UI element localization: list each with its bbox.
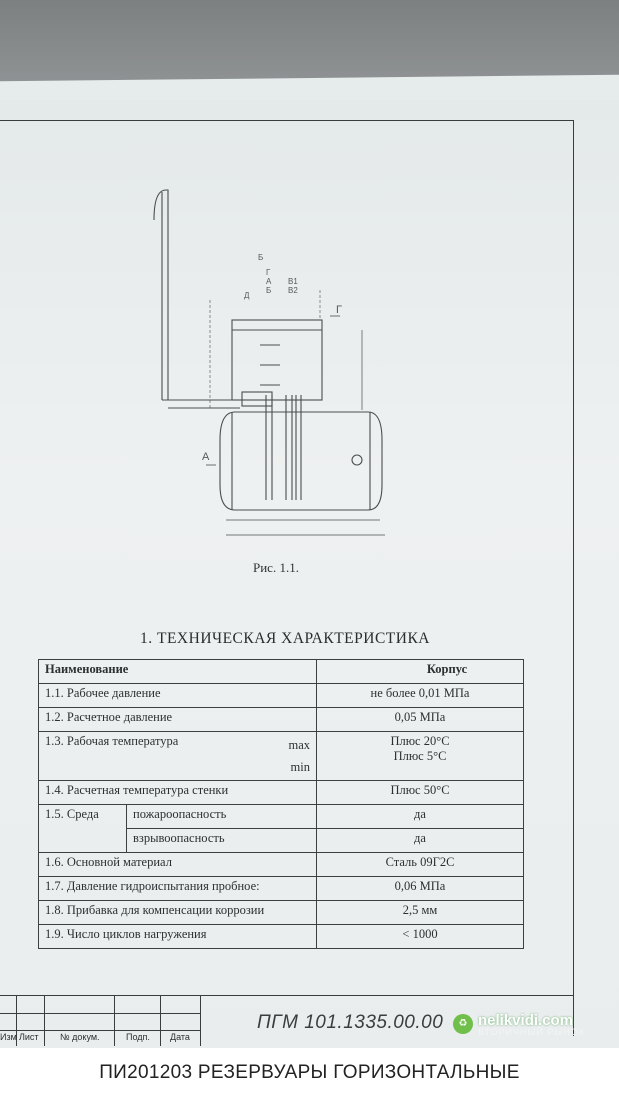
label-g: Г [266,268,271,277]
row-value: < 1000 [317,925,524,949]
row-value: Сталь 09Г2С [317,853,524,877]
label-d: Д [244,291,250,300]
tb-izm: Изм [0,1032,17,1042]
table-header-row [39,660,524,684]
table-row [39,708,524,732]
row-value-explosion: да [317,829,524,853]
table-row [39,901,524,925]
temp-limits [288,734,310,778]
row-value: 2,5 мм [317,901,524,925]
tb-divider [200,996,201,1046]
table-row [39,853,524,877]
table-row [39,877,524,901]
row-name-temp [39,732,317,781]
caption-bar [0,1048,619,1100]
row-value-temp [317,732,524,781]
tb-list: Лист [19,1032,39,1042]
tb-sign: Подп. [126,1032,150,1042]
tb-doc-num: № докум. [60,1032,100,1042]
figure-caption: Рис. 1.1. [253,560,299,575]
label-g-right: Г [336,304,342,316]
row-name: 1.1. Рабочее давление [39,684,317,708]
header-name: Наименование [39,660,317,684]
row-name: 1.9. Число циклов нагружения [39,925,317,949]
table-row [39,925,524,949]
watermark-brand: nelikvidi.com [478,1012,574,1029]
tb-divider [44,996,45,1046]
row-value-fire: да [317,805,524,829]
row-value: Плюс 50°С [317,781,524,805]
temp-max-value: Плюс 20°С [390,734,450,748]
table-row [39,781,524,805]
temp-label: 1.3. Рабочая температура [45,734,179,748]
row-name: 1.7. Давление гидроиспытания пробное: [39,877,317,901]
temp-min-label: min [290,760,310,774]
vent-pipe [154,190,168,400]
watermark-subtitle: ВТОРИЧНЫЙ РЫНОК [478,1027,586,1037]
row-value: 0,05 МПа [317,708,524,732]
tank-drawing [140,180,400,550]
upper-chamber [232,320,322,400]
row-name: 1.6. Основной материал [39,853,317,877]
tb-divider [114,996,115,1046]
recycle-icon: ♻ [453,1014,473,1034]
label-a: А [266,277,272,286]
document-code: ПГМ 101.1335.00.00 [257,1012,444,1033]
section-title: 1. ТЕХНИЧЕСКАЯ ХАРАКТЕРИСТИКА [140,630,430,647]
row-name-medium: 1.5. Среда [39,805,127,853]
label-v2: В2 [288,286,298,295]
tb-divider [0,1030,200,1031]
row-name: 1.2. Расчетное давление [39,708,317,732]
label-b: Б [266,286,272,295]
temp-min-value: Плюс 5°С [393,749,447,763]
row-sub-explosion: взрывоопасность [127,829,317,853]
label-a-left: А [202,451,210,463]
tb-date: Дата [170,1032,190,1042]
watermark-logo [450,1012,610,1046]
spec-table [38,659,524,949]
label-v1: В1 [288,277,298,286]
table-row [39,732,524,781]
row-value: 0,06 МПа [317,877,524,901]
row-value: не более 0,01 МПа [317,684,524,708]
temp-max-label: max [288,738,310,752]
row-name: 1.4. Расчетная температура стенки [39,781,317,805]
tb-divider [160,996,161,1046]
table-row [39,684,524,708]
header-value: Корпус [317,660,524,684]
table-row [39,805,524,829]
listing-title: ПИ201203 РЕЗЕРВУАРЫ ГОРИЗОНТАЛЬНЫЕ [99,1062,520,1083]
row-name: 1.8. Прибавка для компенсации коррозии [39,901,317,925]
row-sub-fire: пожароопасность [127,805,317,829]
tb-divider [0,1013,200,1014]
label-b-top: Б [258,253,264,262]
